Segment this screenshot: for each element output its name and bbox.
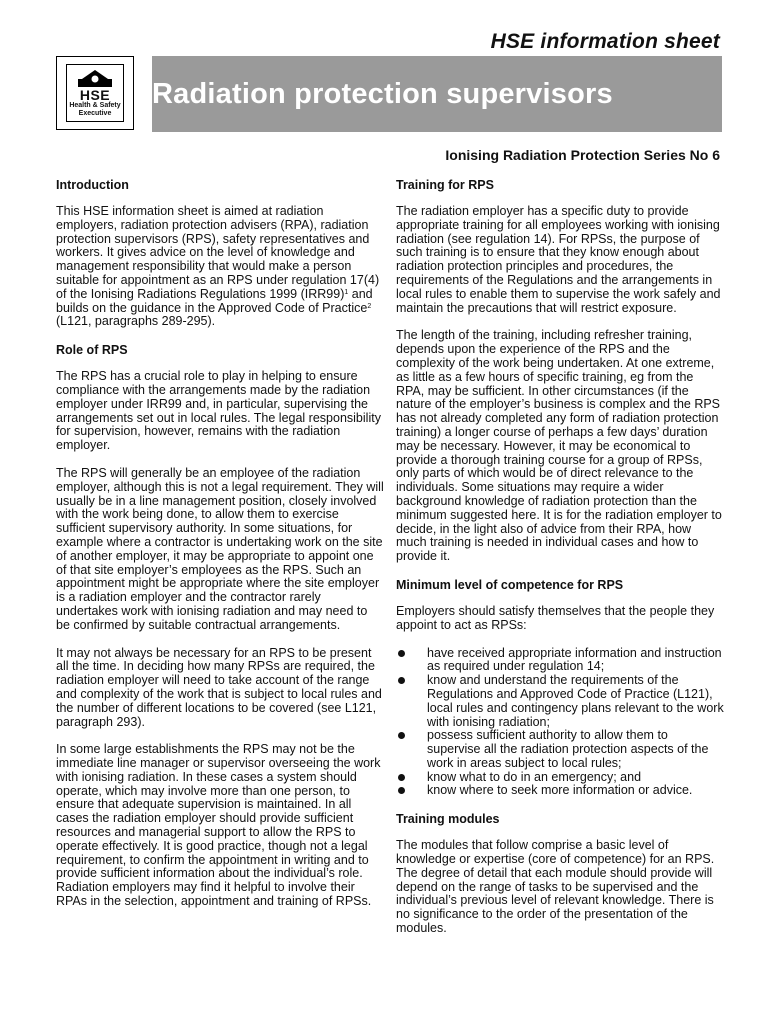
- crown-emblem-icon: [78, 69, 112, 87]
- competence-list: [396, 647, 724, 799]
- intro-text-a: This HSE information sheet is aimed at radiation employers, radiation protection advisers (RPA), radiation protection supervisors (RPS), safety representatives and workers. It gives advice on the level of knowledge and management responsibility that would make a person suitable for appointment as an RPS under regulation 17(4) of the Ionising Radiations Regulations 1999 (IRR99): [56, 204, 380, 301]
- logo-abbrev: HSE: [79, 87, 111, 103]
- footnote-ref-1: 1: [344, 288, 349, 296]
- role-paragraph-3: It may not always be necessary for an RPS to be present all the time. In deciding how many RPSs are required, the radiation employer will need to take account of the range and complexity of the work that is subject to local rules and the number of different locations to be covered (see L121, paragraph 293).: [56, 645, 382, 729]
- intro-text-b: and builds on the guidance in the Approved Code of Practice: [56, 286, 373, 315]
- role-heading: Role of RPS: [56, 343, 128, 358]
- footnote-ref-2: 2: [367, 302, 372, 310]
- role-paragraph-4: In some large establishments the RPS may not be the immediate line manager or supervisor overseeing the work with ionising radiation. In these cases a system should operate, which may involve more than one person, to ensure that adequate supervision is maintained. In all cases the radiation employer should provide sufficient resources and managerial support to allow the RPS to operate effectively. It is good practice, though not a legal requirement, to confirm the appointment in writing and to provide sufficient information about the individual’s role. Radiation employers may find it helpful to involve their RPAs in the selection, appointment and training of RPSs.: [56, 742, 381, 909]
- left-column: [56, 178, 384, 923]
- competence-intro: Employers should satisfy themselves that the people they appoint to act as RPSs:: [396, 603, 715, 632]
- right-column: [396, 178, 724, 950]
- list-item: [396, 647, 724, 675]
- list-item-text: have received appropriate information and instruction as required under regulation 14;: [427, 645, 722, 674]
- modules-heading: Training modules: [396, 812, 500, 827]
- bullet-icon: [398, 732, 405, 739]
- list-item: [396, 771, 724, 785]
- training-heading: Training for RPS: [396, 178, 494, 192]
- page-title: Radiation protection supervisors: [152, 78, 613, 110]
- bullet-icon: [398, 774, 405, 781]
- bullet-icon: [398, 787, 405, 794]
- series-subtitle: Ionising Radiation Protection Series No 6: [445, 147, 720, 163]
- role-paragraph-2: The RPS will generally be an employee of the radiation employer, although this is not a legal requirement. They will usually be in a line management position, closely involved with the work being done, to allow them to exercise sufficient supervisory authority. In some situations, for example where a contractor is undertaking work on the site of another employer, it may be appropriate to appoint one of that site employer’s employees as the RPS. Such an appointment might be appropriate where the site employer is a radiation employer and the contractor rarely undertakes work with ionising radiation and may need to be confirmed by suitable contractual arrangements.: [56, 465, 384, 632]
- logo-line1: Health & Safety: [69, 102, 121, 109]
- list-item-text: know what to do in an emergency; and: [427, 769, 642, 784]
- modules-paragraph: The modules that follow comprise a basic level of knowledge or expertise (core of competence) for an RPS. The degree of detail that each module should provide will depend on the range of tasks to be supervised and the individual’s previous level of relevant knowledge. There is no significance to the order of the presentation of the modules.: [396, 838, 715, 936]
- list-item-text: possess sufficient authority to allow them to supervise all the radiation protection aspects of the work in areas subject to local rules;: [427, 728, 709, 770]
- bullet-icon: [398, 650, 405, 657]
- logo-line2: Executive: [78, 110, 112, 117]
- competence-heading: Minimum level of competence for RPS: [396, 577, 624, 592]
- introduction-heading: Introduction: [56, 178, 129, 192]
- bullet-icon: [398, 677, 405, 684]
- list-item: [396, 784, 724, 798]
- series-label: HSE information sheet: [490, 30, 720, 53]
- list-item-text: know where to seek more information or advice.: [427, 783, 693, 798]
- intro-text-c: (L121, paragraphs 289-295).: [56, 314, 216, 329]
- hse-logo: [56, 56, 134, 130]
- role-paragraph-1: The RPS has a crucial role to play in helping to ensure compliance with the arrangements made by the radiation employer under IRR99 and, in particular, supervising the arrangements set out in local rules. The legal responsibility for supervision, however, remains with the radiation employer.: [56, 369, 381, 453]
- training-paragraph-1: The radiation employer has a specific duty to provide appropriate training for all employees working with ionising radiation (see regulation 14). For RPSs, the purpose of such training is to ensure that they know enough about radiation protection principles and procedures, the requirements of the Regulations and the arrangements in local rules to enable them to supervise the work safely and maintain the precautions that will restrict exposure.: [396, 204, 721, 315]
- list-item: [396, 674, 724, 729]
- introduction-paragraph: [56, 205, 384, 329]
- logo-frame: [66, 64, 124, 122]
- list-item-text: know and understand the requirements of the Regulations and Approved Code of Practice (L121), local rules and contingency plans relevant to the work with ionising radiation;: [427, 673, 724, 729]
- training-paragraph-2: The length of the training, including refresher training, depends upon the experience of the RPS and the complexity of the work being undertaken. At one extreme, as little as a few hours of specific training, eg from the RPA, may be sufficient. In other circumstances (if the nature of the employer’s business is complex and the RPS has not already completed any form of radiation protection training) a longer course of perhaps a few days’ duration may be necessary. However, it may be economical to provide a thorough training course for a group of RPSs, only parts of which would be of direct relevance to the individuals. Some situations may require a wider background knowledge of radiation protection than the minimum suggested here. It is for the radiation employer to decide, in the light also of advice from their RPA, how much training is needed in individual cases and how to provide it.: [396, 328, 722, 564]
- title-banner: [152, 56, 722, 132]
- list-item: [396, 729, 724, 770]
